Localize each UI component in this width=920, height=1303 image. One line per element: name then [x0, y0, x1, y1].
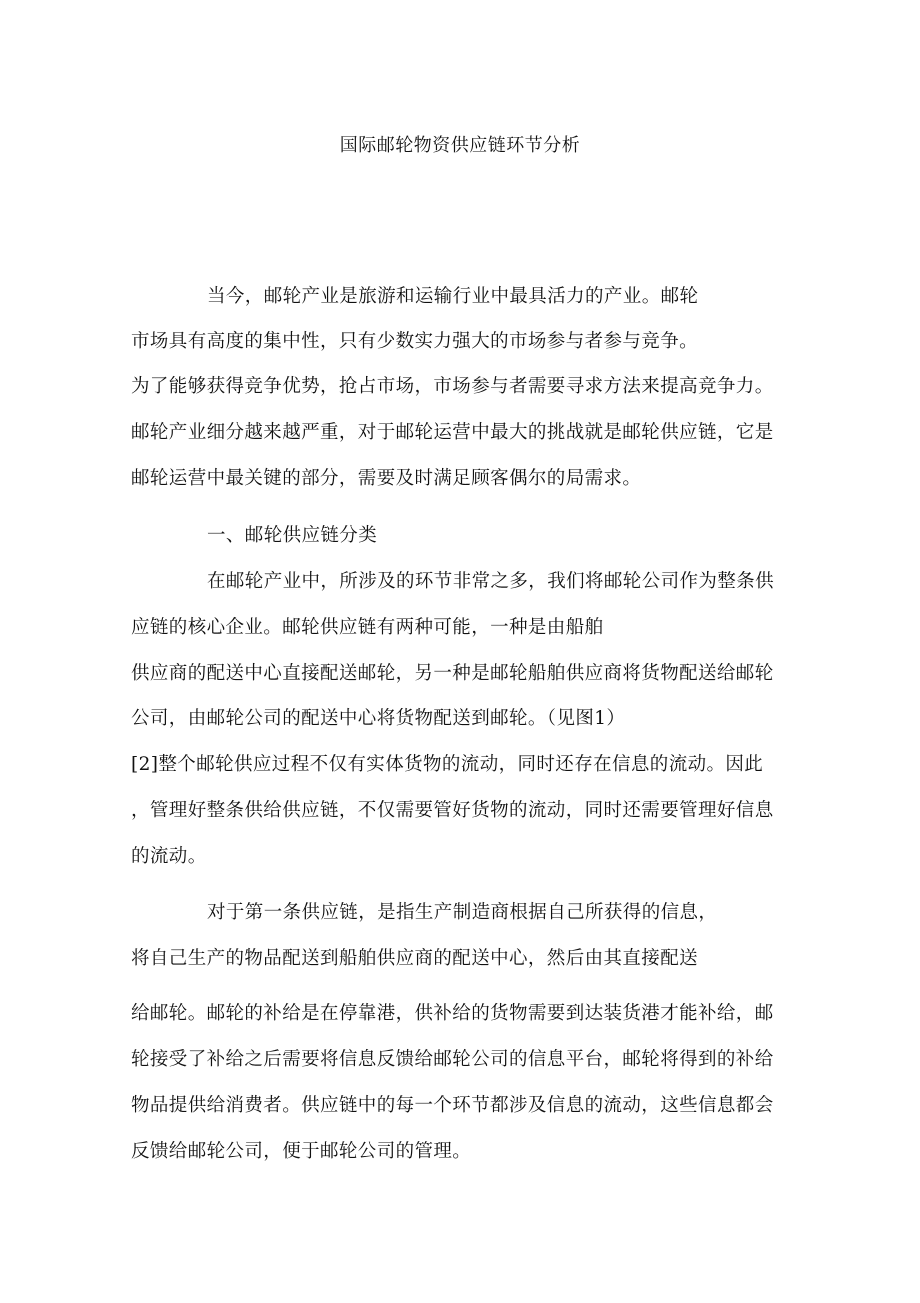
- text-line: 市场具有高度的集中性，只有少数实力强大的市场参与者参与竞争。: [131, 331, 699, 352]
- section-heading: 一、邮轮供应链分类: [207, 525, 378, 546]
- text-line: 轮接受了补给之后需要将信息反馈给邮轮公司的信息平台，邮轮将得到的补给: [131, 1049, 774, 1070]
- document-title: 国际邮轮物资供应链环节分析: [339, 135, 581, 156]
- text-line: 将自己生产的物品配送到船舶供应商的配送中心，然后由其直接配送: [131, 948, 699, 969]
- text-line: [2]整个邮轮供应过程不仅有实体货物的流动，同时还存在信息的流动。因此: [131, 754, 764, 775]
- text-line: 应链的核心企业。邮轮供应链有两种可能，一种是由船舶: [131, 617, 604, 638]
- text-line: 给邮轮。邮轮的补给是在停靠港，供补给的货物需要到达装货港才能补给，邮: [131, 1003, 774, 1024]
- text-line: 对于第一条供应链，是指生产制造商根据自己所获得的信息，: [207, 902, 718, 923]
- text-line: 公司，由邮轮公司的配送中心将货物配送到邮轮。（见图1）: [131, 708, 626, 729]
- text-line: 邮轮产业细分越来越严重，对于邮轮运营中最大的挑战就是邮轮供应链，它是: [131, 422, 774, 443]
- text-line: 邮轮运营中最关键的部分，需要及时满足顾客偶尔的局需求。: [131, 468, 642, 489]
- text-line: 在邮轮产业中，所涉及的环节非常之多，我们将邮轮公司作为整条供: [207, 571, 775, 592]
- text-line: 物品提供给消费者。供应链中的每一个环节都涉及信息的流动，这些信息都会: [131, 1095, 774, 1116]
- text-line: 的流动。: [131, 846, 207, 867]
- text-line: 反馈给邮轮公司，便于邮轮公司的管理。: [131, 1141, 472, 1162]
- text-line: 当今，邮轮产业是旅游和运输行业中最具活力的产业。邮轮: [207, 286, 699, 307]
- text-line: 供应商的配送中心直接配送邮轮，另一种是邮轮船舶供应商将货物配送给邮轮: [131, 663, 774, 684]
- text-line: ，管理好整条供给供应链，不仅需要管好货物的流动，同时还需要管理好信息: [131, 800, 774, 821]
- text-line: 为了能够获得竞争优势，抢占市场，市场参与者需要寻求方法来提高竞争力。: [131, 376, 774, 397]
